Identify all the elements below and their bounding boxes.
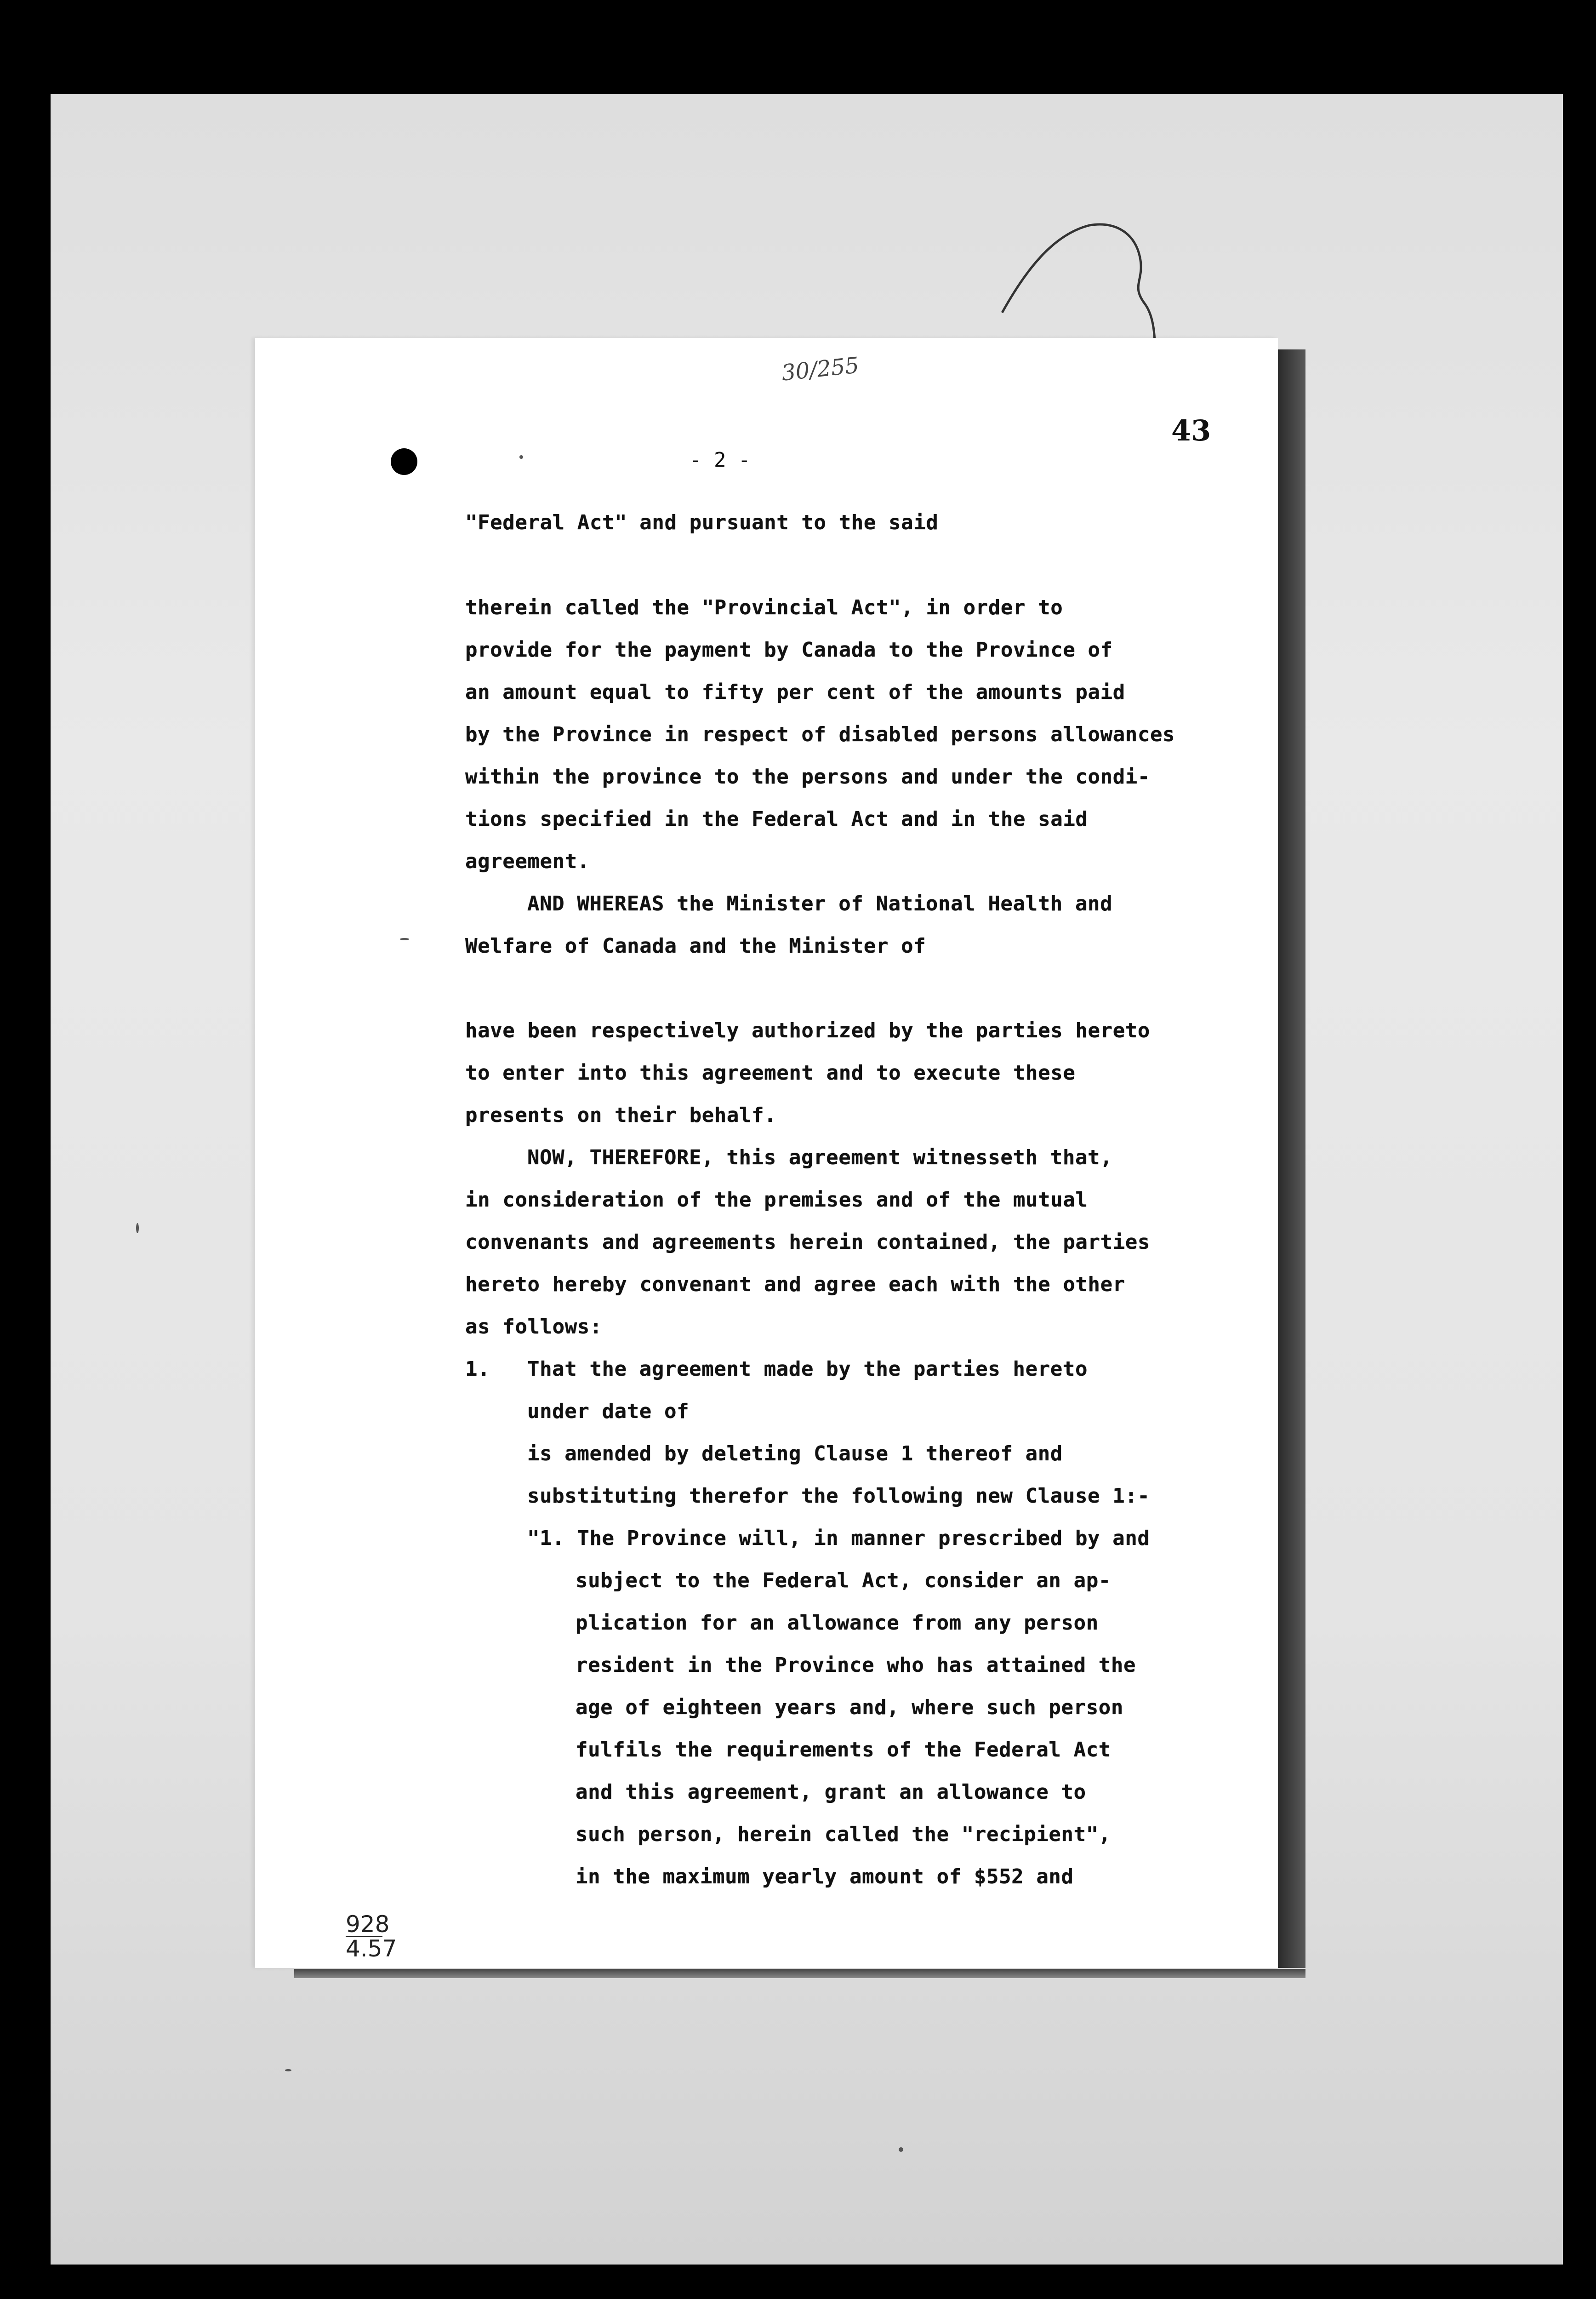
document-line: under date of xyxy=(527,1400,690,1423)
page-bottom-shadow xyxy=(294,1969,1305,1978)
document-line: "Federal Act" and pursuant to the said xyxy=(465,511,939,534)
document-line: therein called the "Provincial Act", in order to xyxy=(465,596,1063,619)
document-line: substituting therefor the following new Clause 1:- xyxy=(527,1484,1150,1508)
document-line: in the maximum yearly amount of $552 and xyxy=(576,1865,1074,1888)
document-line: hereto hereby convenant and agree each with the other xyxy=(465,1273,1125,1296)
scan-speck xyxy=(400,938,409,940)
page-edge-shadow xyxy=(1278,349,1305,1968)
document-line: fulfils the requirements of the Federal Act xyxy=(576,1738,1111,1761)
filing-note-top: 928 xyxy=(346,1911,390,1938)
document-line: AND WHEREAS the Minister of National Health and xyxy=(527,892,1113,915)
punch-hole xyxy=(391,448,417,475)
page-header: - 2 - xyxy=(690,448,751,472)
document-line: "1. The Province will, in manner prescribed by and xyxy=(527,1527,1150,1550)
document-line: resident in the Province who has attained the xyxy=(576,1653,1136,1677)
page-stamp-number: 43 xyxy=(1171,414,1211,447)
document-line: convenants and agreements herein contained, the parties xyxy=(465,1230,1150,1254)
scan-speck xyxy=(519,455,523,459)
document-line: agreement. xyxy=(465,850,590,873)
document-line: tions specified in the Federal Act and in the said xyxy=(465,807,1088,831)
clause-number: 1. xyxy=(465,1357,490,1381)
document-line: to enter into this agreement and to execute these xyxy=(465,1061,1076,1085)
scan-speck xyxy=(285,2069,291,2071)
document-line: Welfare of Canada and the Minister of xyxy=(465,934,926,958)
document-line: provide for the payment by Canada to the Province of xyxy=(465,638,1113,662)
document-line: age of eighteen years and, where such person xyxy=(576,1696,1123,1719)
document-line: is amended by deleting Clause 1 thereof and xyxy=(527,1442,1063,1465)
document-line: such person, herein called the "recipient", xyxy=(576,1823,1111,1846)
document-line: NOW, THEREFORE, this agreement witnesseth that, xyxy=(527,1146,1113,1169)
handwritten-reference: 30/255 xyxy=(780,352,861,386)
filing-note-bottom: 4.57 xyxy=(346,1935,397,1962)
scan-speck xyxy=(899,2147,903,2152)
document-line: by the Province in respect of disabled persons allowances xyxy=(465,723,1175,746)
document-line: That the agreement made by the parties hereto xyxy=(527,1357,1088,1381)
document-line: in consideration of the premises and of the mutual xyxy=(465,1188,1088,1212)
filing-note xyxy=(346,1913,397,1960)
document-line: have been respectively authorized by the parties hereto xyxy=(465,1019,1150,1042)
document-line: subject to the Federal Act, consider an ap- xyxy=(576,1569,1111,1592)
document-line: plication for an allowance from any person xyxy=(576,1611,1099,1635)
document-line: as follows: xyxy=(465,1315,602,1338)
document-line: an amount equal to fifty per cent of the amounts paid xyxy=(465,681,1125,704)
document-line: within the province to the persons and under the condi- xyxy=(465,765,1150,789)
scan-speck xyxy=(136,1223,139,1233)
document-line: and this agreement, grant an allowance to xyxy=(576,1780,1086,1804)
document-line: presents on their behalf. xyxy=(465,1104,777,1127)
